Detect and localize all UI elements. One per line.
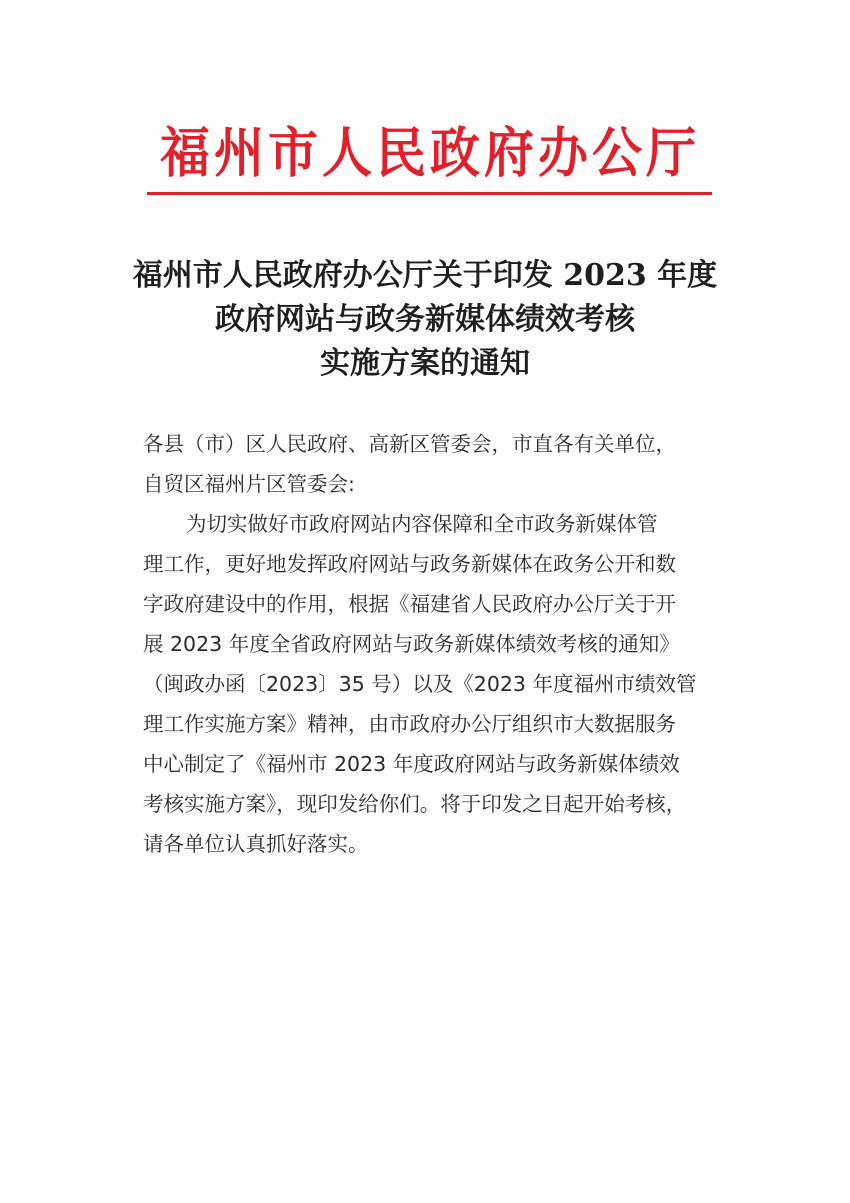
paragraph-line: （闽政办函〔2023〕35 号）以及《2023 年度福州市绩效管 [143, 672, 697, 696]
title-line: 福州市人民政府办公厅关于印发 2023 年度 [132, 258, 718, 293]
paragraph-line: 理工作，更好地发挥政府网站与政务新媒体在政务公开和数 [143, 552, 676, 576]
addressee-line: 自贸区福州片区管委会: [143, 472, 355, 496]
document-body [143, 424, 718, 864]
addressee-line: 各县（市）区人民政府、高新区管委会，市直各有关单位， [143, 432, 676, 456]
document-title [100, 254, 750, 386]
paragraph-line: 理工作实施方案》精神，由市政府办公厅组织市大数据服务 [143, 712, 676, 736]
letterhead-org-name: 福州市人民政府办公厅 [160, 120, 700, 185]
paragraph-line: 为切实做好市政府网站内容保障和全市政务新媒体管 [186, 512, 658, 536]
paragraph-line: 考核实施方案》，现印发给你们。将于印发之日起开始考核， [143, 792, 687, 816]
title-line: 实施方案的通知 [320, 346, 530, 381]
paragraph-line: 字政府建设中的作用，根据《福建省人民政府办公厅关于开 [143, 592, 676, 616]
paragraph-line: 中心制定了《福州市 2023 年度政府网站与政务新媒体绩效 [143, 752, 680, 776]
title-line: 政府网站与政务新媒体绩效考核 [215, 302, 635, 337]
paragraph-line: 展 2023 年度全省政府网站与政务新媒体绩效考核的通知》 [143, 632, 680, 656]
paragraph-line: 请各单位认真抓好落实。 [143, 832, 369, 856]
letterhead-red-rule [147, 192, 712, 195]
